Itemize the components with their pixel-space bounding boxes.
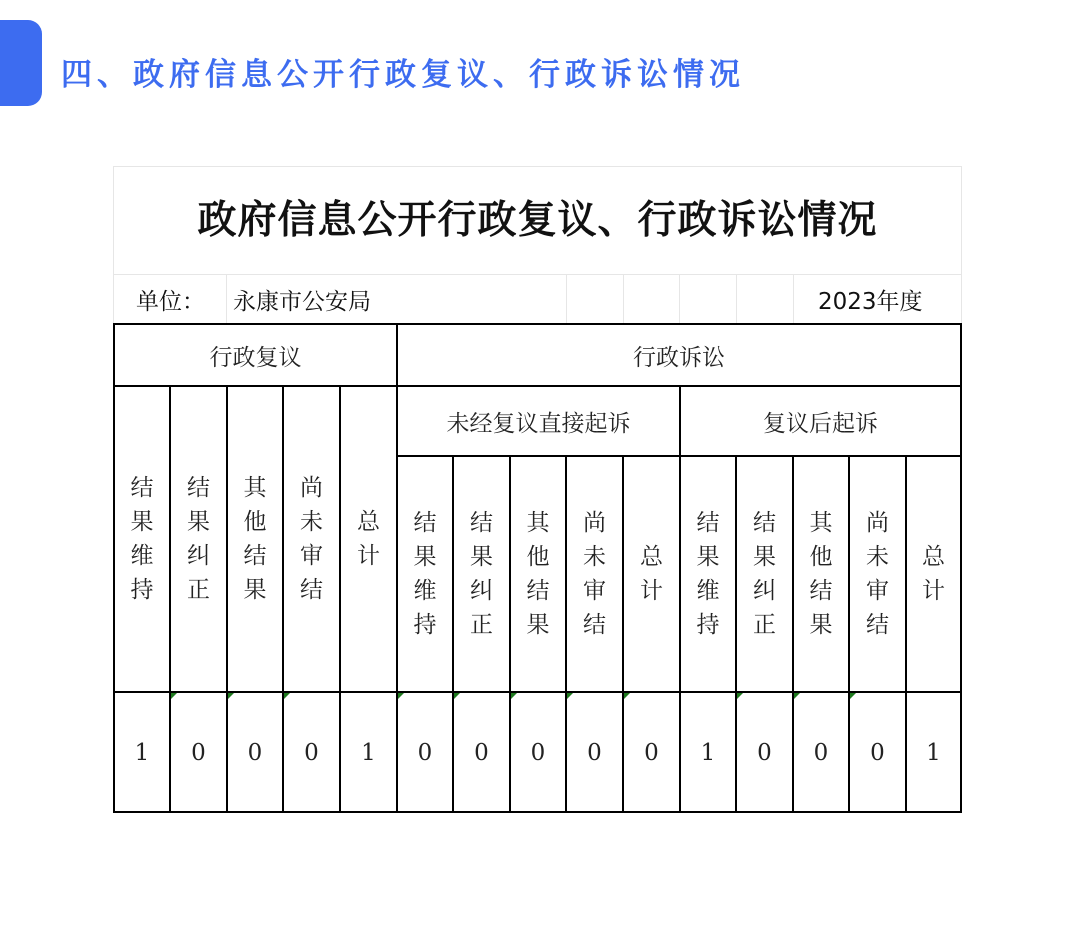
value-after-upheld: 1 (700, 739, 716, 766)
review-col-pending (283, 386, 340, 692)
value-direct-corrected: 0 (474, 739, 489, 766)
direct-col-other (510, 456, 566, 692)
unit-row-divider (226, 274, 227, 323)
value-review-corrected: 0 (191, 739, 206, 766)
value-direct-total: 0 (644, 739, 659, 766)
column-label: 结果维持 (413, 510, 437, 638)
cell-marker-icon (567, 693, 573, 699)
column-label: 结果纠正 (470, 510, 493, 638)
cell-marker-icon (511, 693, 517, 699)
review-col-total (340, 386, 397, 692)
unit-row-divider (793, 274, 794, 323)
value-after-corrected: 0 (757, 739, 772, 766)
subgroup-direct-litigation: 未经复议直接起诉 (446, 410, 631, 437)
after-col-other (793, 456, 849, 692)
cell-marker-icon (454, 693, 460, 699)
cell-marker-icon (171, 693, 177, 699)
group-header-litigation: 行政诉讼 (633, 345, 725, 371)
column-label: 尚未审结 (583, 510, 606, 638)
value-after-other: 0 (813, 739, 829, 766)
column-label: 总计 (357, 509, 380, 569)
value-after-total: 1 (926, 739, 941, 766)
table-title: 政府信息公开行政复议、行政诉讼情况 (197, 197, 878, 243)
unit-row-divider (623, 274, 624, 323)
unit-row-divider (566, 274, 567, 323)
column-label: 结果维持 (696, 510, 720, 638)
column-label: 总计 (922, 544, 945, 604)
direct-col-pending (566, 456, 623, 692)
group-header-review: 行政复议 (209, 345, 302, 371)
cell-marker-icon (228, 693, 234, 699)
direct-col-corrected (453, 456, 510, 692)
value-after-pending: 0 (870, 739, 885, 766)
column-label: 其他结果 (243, 475, 267, 603)
subgroup-after-review: 复议后起诉 (763, 410, 878, 437)
unit-label: 单位： (136, 289, 205, 315)
after-col-upheld (680, 456, 736, 692)
review-col-corrected (170, 386, 227, 692)
cell-marker-icon (398, 693, 404, 699)
cell-marker-icon (624, 693, 630, 699)
column-label: 结果纠正 (187, 475, 210, 603)
column-label: 结果维持 (130, 475, 154, 603)
value-review-total: 1 (361, 739, 376, 766)
review-col-other (227, 386, 283, 692)
column-label: 其他结果 (526, 510, 550, 638)
cell-marker-icon (737, 693, 743, 699)
column-label: 总计 (640, 544, 663, 604)
column-label: 结果纠正 (753, 510, 776, 638)
value-review-pending: 0 (304, 739, 319, 766)
cell-marker-icon (794, 693, 800, 699)
year-label: 2023年度 (818, 289, 923, 315)
cell-marker-icon (284, 693, 290, 699)
after-col-pending (849, 456, 906, 692)
column-label: 尚未审结 (300, 475, 323, 603)
value-review-other: 0 (247, 739, 263, 766)
section-heading: 四、政府信息公开行政复议、行政诉讼情况 (61, 57, 745, 93)
unit-value: 永康市公安局 (233, 289, 371, 315)
direct-col-total (623, 456, 680, 692)
value-direct-pending: 0 (587, 739, 602, 766)
value-direct-other: 0 (530, 739, 546, 766)
section-accent-tab (0, 20, 42, 106)
value-review-upheld: 1 (134, 739, 150, 766)
column-label: 尚未审结 (866, 510, 889, 638)
after-col-total (906, 456, 961, 692)
title-divider (113, 274, 962, 275)
unit-row-divider (679, 274, 680, 323)
direct-col-upheld (397, 456, 453, 692)
column-label: 其他结果 (809, 510, 833, 638)
review-col-upheld (114, 386, 170, 692)
unit-row-divider (736, 274, 737, 323)
cell-marker-icon (850, 693, 856, 699)
after-col-corrected (736, 456, 793, 692)
value-direct-upheld: 0 (417, 739, 433, 766)
